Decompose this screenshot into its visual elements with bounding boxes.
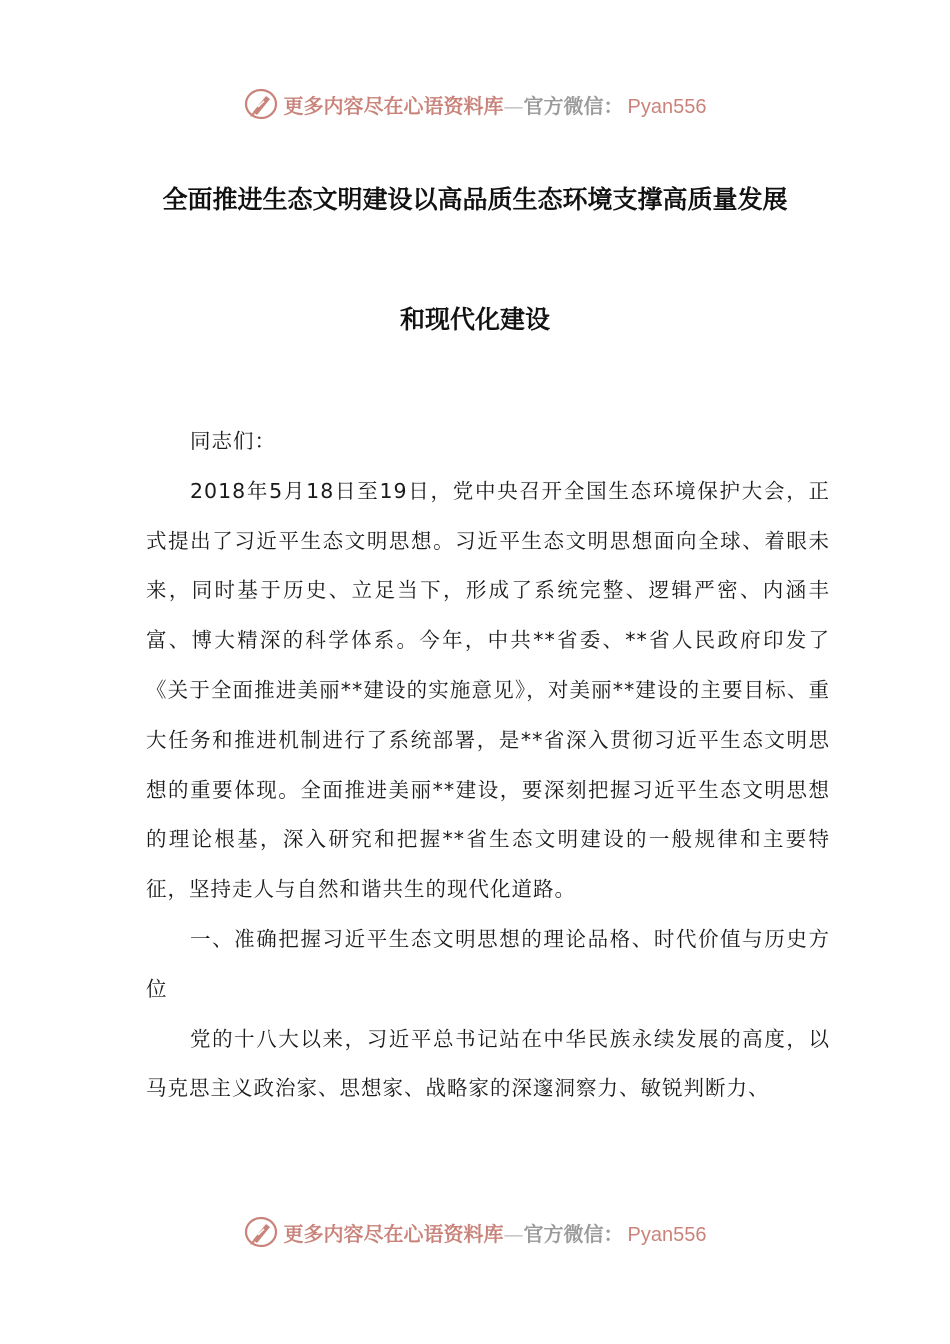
pen-nib-logo-icon xyxy=(244,87,278,121)
banner-brand: 更多内容尽在心语资料库 xyxy=(283,1221,504,1246)
section-heading: 一、准确把握习近平生态文明思想的理论品格、时代价值与历史方位 xyxy=(146,926,830,1001)
footer-banner xyxy=(0,1212,950,1252)
document-title-line2: 和现代化建设 xyxy=(399,305,550,334)
paragraph-salutation: 同志们： xyxy=(190,429,276,453)
header-banner xyxy=(0,84,950,124)
banner-separator: — xyxy=(503,1221,524,1246)
paragraph: 2018年5月18日至19日，党中央召开全国生态环境保护大会，正式提出了习近平生态文明思想。习近平生态文明思想面向全球、着眼未来，同时基于历史、立足当下，形成了系统完整、逻辑严密、内涵丰富、博大精深的科学体系。今年，中共**省委、**省人民政府印发了《关于全面推进美丽**建设的实施意见》，对美丽**建设的主要目标、重大任务和推进机制进行了系统部署，是**省深入贯彻习近平生态文明思想的重要体现。全面推进美丽**建设，要深刻把握习近平生态文明思想的理论根基，深入研究和把握**省生态文明建设的一般规律和主要特征，坚持走人与自然和谐共生的现代化道路。 xyxy=(146,478,830,902)
banner-separator: — xyxy=(503,93,524,118)
document-body xyxy=(146,417,830,1114)
banner-wechat-id: Pyan556 xyxy=(627,95,707,118)
banner-brand: 更多内容尽在心语资料库 xyxy=(283,93,504,118)
banner-text xyxy=(284,1218,707,1247)
banner-label: 官方微信： xyxy=(523,93,624,118)
banner-label: 官方微信： xyxy=(523,1221,624,1246)
paragraph: 党的十八大以来，习近平总书记站在中华民族永续发展的高度，以马克思主义政治家、思想家、战略家的深邃洞察力、敏锐判断力、 xyxy=(146,1026,830,1101)
document-title-line1: 全面推进生态文明建设以高品质生态环境支撑高质量发展 xyxy=(162,185,788,214)
pen-nib-logo-icon xyxy=(244,1215,278,1249)
banner-wechat-id: Pyan556 xyxy=(627,1223,707,1246)
banner-text xyxy=(284,90,707,119)
